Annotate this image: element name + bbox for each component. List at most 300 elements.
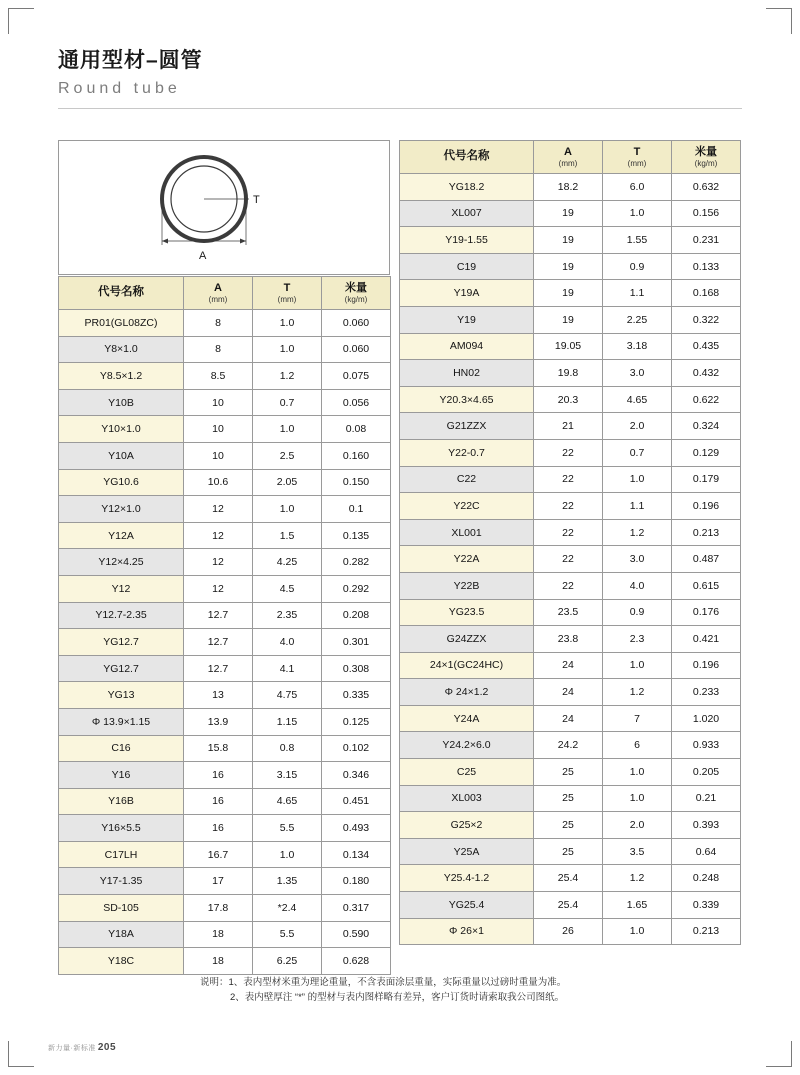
table-row (400, 652, 741, 679)
cell-code: Y22C (400, 493, 534, 520)
cell-weight: 0.317 (322, 895, 391, 922)
cell-t: 0.9 (603, 599, 672, 626)
cell-code: Y18C (59, 948, 184, 975)
cell-a: 25 (534, 812, 603, 839)
cell-code: YG25.4 (400, 892, 534, 919)
cell-weight: 0.08 (322, 416, 391, 443)
cell-a: 10 (184, 442, 253, 469)
cell-t: *2.4 (253, 895, 322, 922)
cell-weight: 0.168 (672, 280, 741, 307)
cell-t: 6 (603, 732, 672, 759)
table-row (400, 227, 741, 254)
cell-weight: 0.129 (672, 439, 741, 466)
cell-a: 12 (184, 522, 253, 549)
cell-code: Y16B (59, 788, 184, 815)
table-row (400, 759, 741, 786)
cell-weight: 0.335 (322, 682, 391, 709)
cell-a: 8 (184, 336, 253, 363)
table-row (59, 363, 391, 390)
table-row (59, 522, 391, 549)
cell-a: 25.4 (534, 892, 603, 919)
table-row (400, 626, 741, 653)
specs-table-left (58, 276, 391, 975)
cell-a: 8 (184, 310, 253, 337)
cell-t: 1.0 (253, 416, 322, 443)
table-row (400, 918, 741, 945)
table-row (59, 815, 391, 842)
cell-a: 25 (534, 838, 603, 865)
cell-a: 19.05 (534, 333, 603, 360)
cell-a: 22 (534, 466, 603, 493)
cell-code: Y8×1.0 (59, 336, 184, 363)
cell-code: Y22-0.7 (400, 439, 534, 466)
cell-code: Y12A (59, 522, 184, 549)
cell-t: 1.0 (253, 841, 322, 868)
table-row (400, 493, 741, 520)
cell-t: 3.15 (253, 762, 322, 789)
table-row (400, 174, 741, 201)
table-row (59, 682, 391, 709)
cell-a: 22 (534, 439, 603, 466)
cell-a: 24.2 (534, 732, 603, 759)
cell-code: HN02 (400, 360, 534, 387)
cell-weight: 0.615 (672, 572, 741, 599)
table-row (59, 629, 391, 656)
cell-a: 19.8 (534, 360, 603, 387)
cell-weight: 0.622 (672, 386, 741, 413)
cell-code: C19 (400, 253, 534, 280)
cell-a: 13 (184, 682, 253, 709)
cell-weight: 0.233 (672, 679, 741, 706)
cell-t: 4.1 (253, 655, 322, 682)
table-row (59, 496, 391, 523)
cell-a: 22 (534, 493, 603, 520)
footer-brand: 新力量·新标准 (48, 1045, 96, 1052)
header-divider (58, 108, 742, 109)
table-row (400, 253, 741, 280)
table-row (400, 413, 741, 440)
table-row (400, 705, 741, 732)
cell-t: 2.0 (603, 413, 672, 440)
cell-weight: 0.125 (322, 708, 391, 735)
cell-weight: 0.292 (322, 575, 391, 602)
cross-section-figure (58, 140, 390, 275)
header-t: T (mm) (253, 277, 322, 310)
cell-code: YG18.2 (400, 174, 534, 201)
cell-a: 18 (184, 921, 253, 948)
header-t: T (mm) (603, 141, 672, 174)
cell-code: YG12.7 (59, 629, 184, 656)
cell-a: 16 (184, 815, 253, 842)
table-row (59, 788, 391, 815)
cell-weight: 0.150 (322, 469, 391, 496)
cell-weight: 0.346 (322, 762, 391, 789)
cell-a: 17 (184, 868, 253, 895)
cell-a: 16.7 (184, 841, 253, 868)
cell-weight: 0.205 (672, 759, 741, 786)
cell-weight: 0.432 (672, 360, 741, 387)
cell-weight: 0.435 (672, 333, 741, 360)
cell-weight: 0.208 (322, 602, 391, 629)
page-title: 通用型材–圆管 (58, 49, 203, 72)
cell-t: 2.3 (603, 626, 672, 653)
table-row (400, 466, 741, 493)
page-subtitle: Round tube (58, 80, 181, 98)
table-row (59, 762, 391, 789)
label-a: A (199, 250, 207, 262)
cell-weight: 0.056 (322, 389, 391, 416)
header-weight: 米量 (kg/m) (322, 277, 391, 310)
cell-weight: 0.421 (672, 626, 741, 653)
page-footer (48, 1042, 116, 1053)
cell-a: 24 (534, 679, 603, 706)
cell-weight: 0.493 (322, 815, 391, 842)
cell-t: 0.8 (253, 735, 322, 762)
cell-a: 8.5 (184, 363, 253, 390)
cell-a: 12.7 (184, 655, 253, 682)
cell-a: 17.8 (184, 895, 253, 922)
cell-t: 4.0 (253, 629, 322, 656)
crop-mark-bottom-right (766, 1041, 792, 1067)
cell-weight: 0.134 (322, 841, 391, 868)
cell-code: YG13 (59, 682, 184, 709)
crop-mark-bottom-left (8, 1041, 34, 1067)
cell-a: 19 (534, 306, 603, 333)
cell-weight: 0.451 (322, 788, 391, 815)
label-t: T (253, 194, 260, 206)
cell-code: Y10×1.0 (59, 416, 184, 443)
crop-mark-top-right (766, 8, 792, 34)
cell-weight: 0.64 (672, 838, 741, 865)
cell-a: 19 (534, 280, 603, 307)
cell-weight: 0.322 (672, 306, 741, 333)
cell-code: 24×1(GC24HC) (400, 652, 534, 679)
cell-weight: 0.282 (322, 549, 391, 576)
cell-a: 12.7 (184, 602, 253, 629)
cell-weight: 0.060 (322, 310, 391, 337)
cell-code: Y12 (59, 575, 184, 602)
table-row (59, 921, 391, 948)
cell-weight: 0.213 (672, 519, 741, 546)
specs-table-right (399, 140, 741, 945)
table-row (59, 841, 391, 868)
cell-code: Φ 26×1 (400, 918, 534, 945)
cell-a: 19 (534, 227, 603, 254)
cell-t: 6.0 (603, 174, 672, 201)
right-table-body (400, 141, 741, 945)
cell-t: 1.2 (603, 865, 672, 892)
cell-weight: 0.1 (322, 496, 391, 523)
cell-weight: 0.179 (672, 466, 741, 493)
cell-t: 5.5 (253, 921, 322, 948)
cell-code: Φ 13.9×1.15 (59, 708, 184, 735)
cell-weight: 0.060 (322, 336, 391, 363)
table-row (59, 868, 391, 895)
cell-a: 22 (534, 519, 603, 546)
cell-a: 21 (534, 413, 603, 440)
table-header-row (400, 141, 741, 174)
table-row (400, 519, 741, 546)
cell-a: 22 (534, 572, 603, 599)
table-row (59, 416, 391, 443)
cell-weight: 0.180 (322, 868, 391, 895)
cell-code: Y16 (59, 762, 184, 789)
table-row (400, 679, 741, 706)
table-row (400, 812, 741, 839)
cell-code: C17LH (59, 841, 184, 868)
cell-t: 1.65 (603, 892, 672, 919)
cell-a: 25 (534, 785, 603, 812)
table-row (400, 785, 741, 812)
cell-t: 4.25 (253, 549, 322, 576)
cell-code: G21ZZX (400, 413, 534, 440)
cell-code: Y16×5.5 (59, 815, 184, 842)
table-row (59, 655, 391, 682)
cell-t: 3.0 (603, 546, 672, 573)
cell-t: 2.25 (603, 306, 672, 333)
cell-weight: 0.160 (322, 442, 391, 469)
cell-a: 12.7 (184, 629, 253, 656)
cell-a: 23.8 (534, 626, 603, 653)
table-row (59, 575, 391, 602)
table-header-row (59, 277, 391, 310)
cell-code: Y12.7-2.35 (59, 602, 184, 629)
cell-t: 3.18 (603, 333, 672, 360)
cell-t: 1.2 (603, 679, 672, 706)
cell-weight: 0.135 (322, 522, 391, 549)
cell-weight: 0.933 (672, 732, 741, 759)
cell-t: 2.0 (603, 812, 672, 839)
header-a: A (mm) (534, 141, 603, 174)
cell-t: 1.15 (253, 708, 322, 735)
header-code: 代号名称 (400, 141, 534, 174)
page-number: 205 (97, 1042, 117, 1053)
table-row (400, 333, 741, 360)
table-row (400, 599, 741, 626)
table-row (400, 546, 741, 573)
cell-t: 7 (603, 705, 672, 732)
cell-a: 26 (534, 918, 603, 945)
cell-code: Y22B (400, 572, 534, 599)
table-row (59, 895, 391, 922)
cell-code: C25 (400, 759, 534, 786)
cell-code: Y12×1.0 (59, 496, 184, 523)
table-row (59, 735, 391, 762)
cell-a: 16 (184, 788, 253, 815)
table-row (59, 708, 391, 735)
cell-t: 1.0 (253, 310, 322, 337)
table-row (59, 389, 391, 416)
cell-code: Y25.4-1.2 (400, 865, 534, 892)
round-tube-diagram (124, 141, 324, 274)
cell-t: 0.7 (253, 389, 322, 416)
cell-t: 4.75 (253, 682, 322, 709)
cell-a: 13.9 (184, 708, 253, 735)
cell-t: 4.5 (253, 575, 322, 602)
table-row (59, 549, 391, 576)
cell-t: 2.5 (253, 442, 322, 469)
page-header (58, 48, 742, 98)
cell-t: 2.35 (253, 602, 322, 629)
cell-code: AM094 (400, 333, 534, 360)
cell-weight: 0.590 (322, 921, 391, 948)
cell-a: 18 (184, 948, 253, 975)
cell-t: 2.05 (253, 469, 322, 496)
cell-code: SD-105 (59, 895, 184, 922)
note-line-2: 2、表内壁厚注 “*” 的型材与表内图样略有差异，客户订货时请索取我公司图纸。 (230, 992, 565, 1004)
cell-t: 1.0 (603, 759, 672, 786)
cell-t: 1.35 (253, 868, 322, 895)
crop-mark-top-left (8, 8, 34, 34)
cell-weight: 0.231 (672, 227, 741, 254)
table-row (59, 948, 391, 975)
cell-t: 1.1 (603, 280, 672, 307)
cell-a: 20.3 (534, 386, 603, 413)
cell-weight: 0.628 (322, 948, 391, 975)
cell-code: Y19-1.55 (400, 227, 534, 254)
table-row (400, 732, 741, 759)
cell-a: 22 (534, 546, 603, 573)
cell-code: C16 (59, 735, 184, 762)
cell-weight: 0.632 (672, 174, 741, 201)
cell-weight: 0.196 (672, 652, 741, 679)
table-row (59, 442, 391, 469)
cell-code: Y18A (59, 921, 184, 948)
cell-weight: 0.324 (672, 413, 741, 440)
cell-t: 1.0 (603, 200, 672, 227)
cell-weight: 0.156 (672, 200, 741, 227)
cell-t: 0.9 (603, 253, 672, 280)
cell-code: YG10.6 (59, 469, 184, 496)
cell-weight: 0.393 (672, 812, 741, 839)
cell-a: 15.8 (184, 735, 253, 762)
cell-t: 1.0 (253, 336, 322, 363)
cell-code: YG23.5 (400, 599, 534, 626)
cell-code: Y19A (400, 280, 534, 307)
cell-a: 12 (184, 496, 253, 523)
cell-code: Y8.5×1.2 (59, 363, 184, 390)
cell-code: YG12.7 (59, 655, 184, 682)
cell-weight: 0.487 (672, 546, 741, 573)
cell-weight: 0.248 (672, 865, 741, 892)
cell-t: 1.2 (603, 519, 672, 546)
cell-weight: 0.213 (672, 918, 741, 945)
cell-code: Y10A (59, 442, 184, 469)
cell-code: Y19 (400, 306, 534, 333)
cell-code: Y10B (59, 389, 184, 416)
cell-t: 4.0 (603, 572, 672, 599)
cell-t: 6.25 (253, 948, 322, 975)
cell-code: Y24A (400, 705, 534, 732)
header-a: A (mm) (184, 277, 253, 310)
table-row (400, 306, 741, 333)
cell-code: Y25A (400, 838, 534, 865)
cell-code: Φ 24×1.2 (400, 679, 534, 706)
cell-weight: 0.102 (322, 735, 391, 762)
table-row (400, 360, 741, 387)
table-row (400, 280, 741, 307)
cell-weight: 0.196 (672, 493, 741, 520)
note-line-1: 说明：1、表内型材米重为理论重量，不含表面涂层重量，实际重量以过磅时重量为准。 (200, 977, 567, 988)
cell-a: 23.5 (534, 599, 603, 626)
cell-a: 10 (184, 389, 253, 416)
cell-code: PR01(GL08ZC) (59, 310, 184, 337)
table-row (59, 336, 391, 363)
cell-t: 1.1 (603, 493, 672, 520)
left-table-body (59, 277, 391, 975)
cell-t: 1.0 (603, 466, 672, 493)
cell-t: 4.65 (253, 788, 322, 815)
cell-code: XL001 (400, 519, 534, 546)
cell-a: 25 (534, 759, 603, 786)
notes-block (200, 975, 745, 1005)
cell-t: 4.65 (603, 386, 672, 413)
cell-t: 1.0 (253, 496, 322, 523)
header-code: 代号名称 (59, 277, 184, 310)
cell-a: 19 (534, 200, 603, 227)
table-row (59, 602, 391, 629)
cell-a: 12 (184, 549, 253, 576)
cell-t: 0.7 (603, 439, 672, 466)
cell-t: 3.0 (603, 360, 672, 387)
table-row (400, 838, 741, 865)
header-weight: 米量 (kg/m) (672, 141, 741, 174)
cell-weight: 1.020 (672, 705, 741, 732)
cell-t: 1.5 (253, 522, 322, 549)
cell-t: 1.0 (603, 652, 672, 679)
cell-a: 24 (534, 652, 603, 679)
cell-t: 1.0 (603, 785, 672, 812)
table-row (400, 892, 741, 919)
cell-weight: 0.339 (672, 892, 741, 919)
cell-a: 18.2 (534, 174, 603, 201)
table-row (59, 310, 391, 337)
cell-code: Y12×4.25 (59, 549, 184, 576)
cell-a: 24 (534, 705, 603, 732)
table-row (400, 439, 741, 466)
cell-weight: 0.21 (672, 785, 741, 812)
cell-weight: 0.308 (322, 655, 391, 682)
table-row (400, 865, 741, 892)
cell-weight: 0.301 (322, 629, 391, 656)
cell-code: XL003 (400, 785, 534, 812)
cell-t: 1.2 (253, 363, 322, 390)
cell-t: 1.0 (603, 918, 672, 945)
cell-code: G24ZZX (400, 626, 534, 653)
cell-weight: 0.133 (672, 253, 741, 280)
cell-code: G25×2 (400, 812, 534, 839)
table-row (400, 572, 741, 599)
cell-t: 1.55 (603, 227, 672, 254)
cell-weight: 0.176 (672, 599, 741, 626)
cell-a: 25.4 (534, 865, 603, 892)
cell-code: C22 (400, 466, 534, 493)
cell-a: 10 (184, 416, 253, 443)
cell-code: Y20.3×4.65 (400, 386, 534, 413)
cell-a: 10.6 (184, 469, 253, 496)
cell-a: 19 (534, 253, 603, 280)
cell-t: 3.5 (603, 838, 672, 865)
cell-a: 12 (184, 575, 253, 602)
table-row (400, 200, 741, 227)
cell-code: Y22A (400, 546, 534, 573)
table-row (400, 386, 741, 413)
cell-code: Y17-1.35 (59, 868, 184, 895)
cell-weight: 0.075 (322, 363, 391, 390)
cell-code: XL007 (400, 200, 534, 227)
cell-a: 16 (184, 762, 253, 789)
table-row (59, 469, 391, 496)
